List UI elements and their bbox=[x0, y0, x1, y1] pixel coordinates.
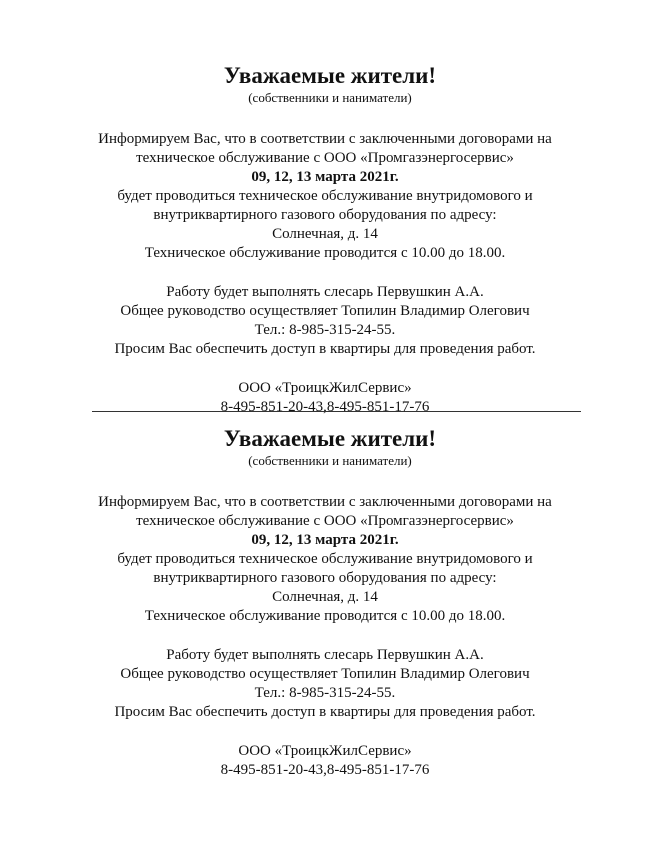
access-request: Просим Вас обеспечить доступ в квартиры для проведения работ. bbox=[114, 704, 536, 720]
intro-line-1: Информируем Вас, что в соответствии с заключенными договорами на bbox=[98, 494, 552, 510]
notice-title: Уважаемые жители! bbox=[223, 63, 437, 88]
work-line-2: внутриквартирного газового оборудования по адресу: bbox=[153, 570, 497, 586]
phone-line: Тел.: 8-985-315-24-55. bbox=[254, 685, 396, 701]
work-line-1: будет проводиться техническое обслуживание внутридомового и bbox=[117, 551, 533, 567]
notice-subtitle: (собственники и наниматели) bbox=[248, 453, 412, 468]
company-phones: 8-495-851-20-43,8-495-851-17-76 bbox=[220, 399, 430, 415]
notice-bottom bbox=[0, 425, 650, 780]
company-phones: 8-495-851-20-43,8-495-851-17-76 bbox=[220, 762, 430, 778]
work-line-2: внутриквартирного газового оборудования по адресу: bbox=[153, 207, 497, 223]
intro-line-1: Информируем Вас, что в соответствии с заключенными договорами на bbox=[98, 131, 552, 147]
manager-line: Общее руководство осуществляет Топилин Владимир Олегович bbox=[120, 666, 530, 682]
worker-line: Работу будет выполнять слесарь Первушкин А.А. bbox=[166, 284, 484, 300]
cut-line-divider bbox=[92, 411, 581, 412]
worker-line: Работу будет выполнять слесарь Первушкин А.А. bbox=[166, 647, 484, 663]
access-request: Просим Вас обеспечить доступ в квартиры для проведения работ. bbox=[114, 341, 536, 357]
work-line-1: будет проводиться техническое обслуживание внутридомового и bbox=[117, 188, 533, 204]
notice-subtitle: (собственники и наниматели) bbox=[248, 90, 412, 105]
notice-title: Уважаемые жители! bbox=[223, 426, 437, 451]
company-name: ООО «ТроицкЖилСервис» bbox=[238, 743, 412, 759]
company-name: ООО «ТроицкЖилСервис» bbox=[238, 380, 412, 396]
address: Солнечная, д. 14 bbox=[272, 589, 378, 605]
manager-line: Общее руководство осуществляет Топилин Владимир Олегович bbox=[120, 303, 530, 319]
service-hours: Техническое обслуживание проводится с 10.00 до 18.00. bbox=[144, 245, 506, 261]
intro-line-2: техническое обслуживание с ООО «Промгазэнергосервис» bbox=[136, 150, 514, 166]
address: Солнечная, д. 14 bbox=[272, 226, 378, 242]
service-dates: 09, 12, 13 марта 2021г. bbox=[251, 169, 399, 185]
service-dates: 09, 12, 13 марта 2021г. bbox=[251, 532, 399, 548]
phone-line: Тел.: 8-985-315-24-55. bbox=[254, 322, 396, 338]
intro-line-2: техническое обслуживание с ООО «Промгазэнергосервис» bbox=[136, 513, 514, 529]
service-hours: Техническое обслуживание проводится с 10.00 до 18.00. bbox=[144, 608, 506, 624]
notice-top bbox=[0, 62, 650, 417]
